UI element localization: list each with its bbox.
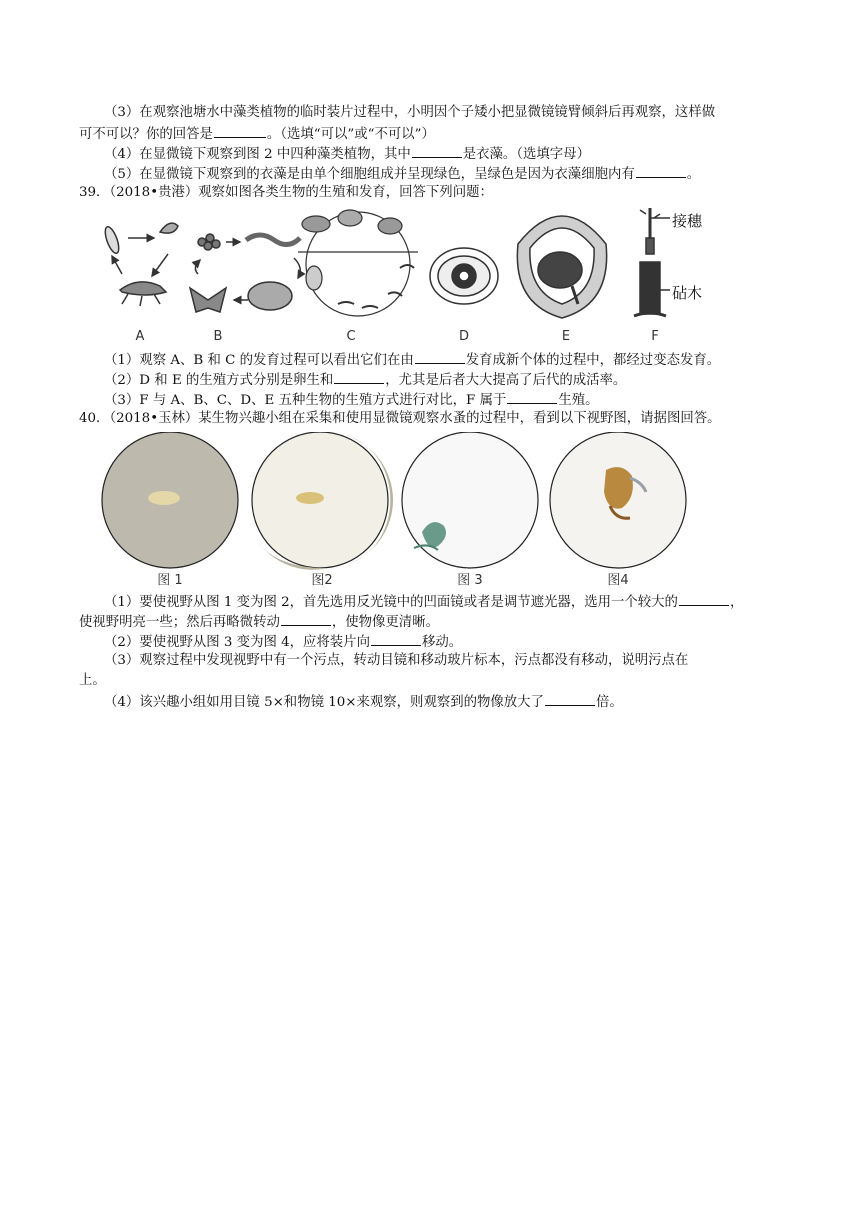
figure-label-d: D <box>458 329 469 344</box>
figure-label-e: E <box>561 329 571 344</box>
view-label-1: 图 1 <box>157 573 183 588</box>
rootstock-label: 砧木 <box>672 284 703 302</box>
grasshopper-lifecycle-drawing <box>103 223 178 306</box>
q38-part4: （4）在显微镜下观察到图 2 中四种藻类植物，其中 是衣藻。（选填字母） <box>104 144 590 164</box>
q38-part3-line1: （3）在观察池塘水中藻类植物的临时装片过程中，小明因个子矮小把显微镜镜臂倾斜后再观察，这样做 <box>104 105 716 120</box>
answer-blank[interactable] <box>334 370 384 384</box>
q39-part1: （1）观察 A、B 和 C 的发育过程可以看出它们在由 发育成新个体的过程中，都经过变态发育。 <box>104 350 720 370</box>
microscope-view-1 <box>102 432 238 568</box>
q39-part2: （2）D 和 E 的生殖方式分别是卵生和 ，尤其是后者大大提高了后代的成活率。 <box>104 370 626 390</box>
microscope-view-2 <box>252 432 393 570</box>
answer-blank[interactable] <box>412 144 462 158</box>
answer-blank[interactable] <box>636 164 686 178</box>
answer-blank[interactable] <box>371 632 421 646</box>
q40-part3-line2: 上。 <box>79 673 106 688</box>
frog-lifecycle-drawing <box>298 210 418 316</box>
q40-part3-line1: （3）观察过程中发现视野中有一个污点，转动目镜和移动玻片标本，污点都没有移动，说明污点在 <box>104 653 689 668</box>
answer-blank[interactable] <box>679 592 729 606</box>
q40-stem: 40．（2018•玉林）某生物兴趣小组在采集和使用显微镜观察水蚤的过程中，看到以下视野图，请据图回答。 <box>79 411 721 426</box>
scion-label: 接穗 <box>672 212 703 230</box>
butterfly-lifecycle-drawing <box>190 234 300 312</box>
microscope-view-4 <box>550 432 686 568</box>
q39-figure <box>98 204 718 344</box>
q39-part3: （3）F 与 A、B、C、D、E 五种生物的生殖方式进行对比，F 属于 生殖。 <box>104 390 599 410</box>
q40-part2: （2）要使视野从图 3 变为图 4，应将装片向 移动。 <box>104 632 462 652</box>
figure-label-f: F <box>651 329 659 344</box>
view-label-2: 图2 <box>311 573 333 588</box>
q38-part3-line2: 可不可以？你的回答是 。（选填“可以”或“不可以”） <box>79 124 435 144</box>
figure-label-a: A <box>135 329 145 344</box>
figure-label-c: C <box>346 329 356 344</box>
q39-stem: 39．（2018•贵港）观察如图各类生物的生殖和发育，回答下列问题： <box>79 185 493 200</box>
figure-label-b: B <box>213 329 223 344</box>
mammal-embryo-drawing <box>517 216 606 318</box>
q38-part5: （5）在显微镜下观察到的衣藻是由单个细胞组成并呈现绿色，呈绿色是因为衣藻细胞内有 。 <box>104 164 700 184</box>
answer-blank[interactable] <box>507 390 557 404</box>
view-label-4: 图4 <box>607 573 629 588</box>
bird-egg-drawing <box>430 248 498 304</box>
answer-blank[interactable] <box>281 612 331 626</box>
q40-part4: （4）该兴趣小组如用目镜 5×和物镜 10×来观察，则观察到的物像放大了 倍。 <box>104 692 623 712</box>
microscope-view-3 <box>402 432 538 568</box>
answer-blank[interactable] <box>415 350 465 364</box>
grafting-drawing <box>634 208 670 316</box>
q40-part1-line1: （1）要使视野从图 1 变为图 2，首先选用反光镜中的凹面镜或者是调节遮光器，选用一个较大的 ， <box>104 592 743 612</box>
view-label-3: 图 3 <box>457 573 483 588</box>
answer-blank[interactable] <box>214 124 266 138</box>
answer-blank[interactable] <box>545 692 595 706</box>
q40-part1-line2: 使视野明亮一些；然后再略微转动 ，使物像更清晰。 <box>79 612 439 632</box>
q40-figure <box>98 432 698 572</box>
